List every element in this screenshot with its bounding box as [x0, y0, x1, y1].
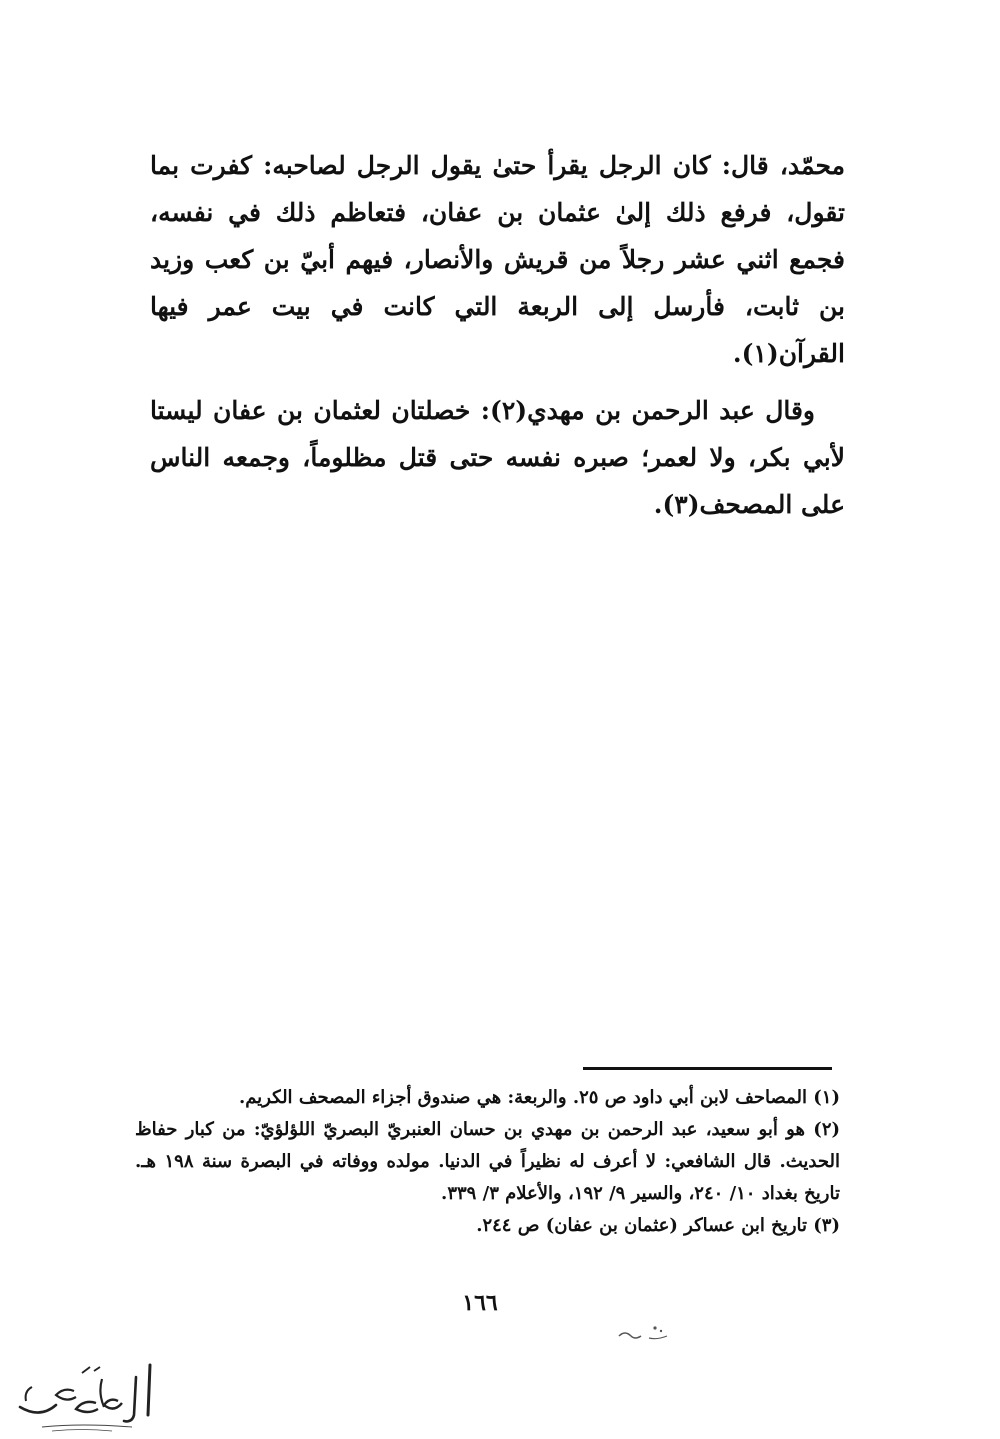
footnote-1: (١) المصاحف لابن أبي داود ص ٢٥. والربعة: هي صندوق أجزاء المصحف الكريم.: [238, 1087, 840, 1108]
footnote-divider: [583, 1067, 832, 1070]
paragraph-1: محمّد، قال: كان الرجل يقرأ حتىٰ يقول الرجل لصاحبه: كفرت بما تقول، فرفع ذلك إلىٰ عثمان بن عفان، فتعاظم ذلك في نفسه، فجمع اثني عشر رجلاً من قريش والأنصار، فيهم أبيّ بن كعب وزيد بن ثابت، فأرسل إلى الربعة التي كانت في بيت عمر فيها القرآن(١).: [150, 151, 845, 368]
paragraph-2: وقال عبد الرحمن بن مهدي(٢): خصلتان لعثمان بن عفان ليستا لأبي بكر، ولا لعمر؛ صبره نفسه حتى قتل مظلوماً، وجمعه الناس على المصحف(٣).: [150, 396, 845, 519]
footnote-3: (٣) تاريخ ابن عساكر (عثمان بن عفان) ص ٢٤٤.: [476, 1215, 840, 1236]
scan-smudge: [615, 1322, 675, 1344]
page-number: ١٦٦: [462, 1290, 498, 1316]
footnote-2: (٢) هو أبو سعيد، عبد الرحمن بن مهدي بن حسان العنبريّ البصريّ اللؤلؤيّ: من كبار حفاظ الحديث. قال الشافعي: لا أعرف له نظيراً في الدنيا. مولده ووفاته في البصرة سنة ١٩٨ هـ. تاريخ بغداد ١٠/ ٢٤٠، والسير ٩/ ١٩٢، والأعلام ٣/ ٣٣٩.: [135, 1119, 841, 1204]
calligraphy-logo: [12, 1357, 162, 1437]
main-text: [150, 142, 845, 528]
footnotes: [135, 1082, 840, 1242]
